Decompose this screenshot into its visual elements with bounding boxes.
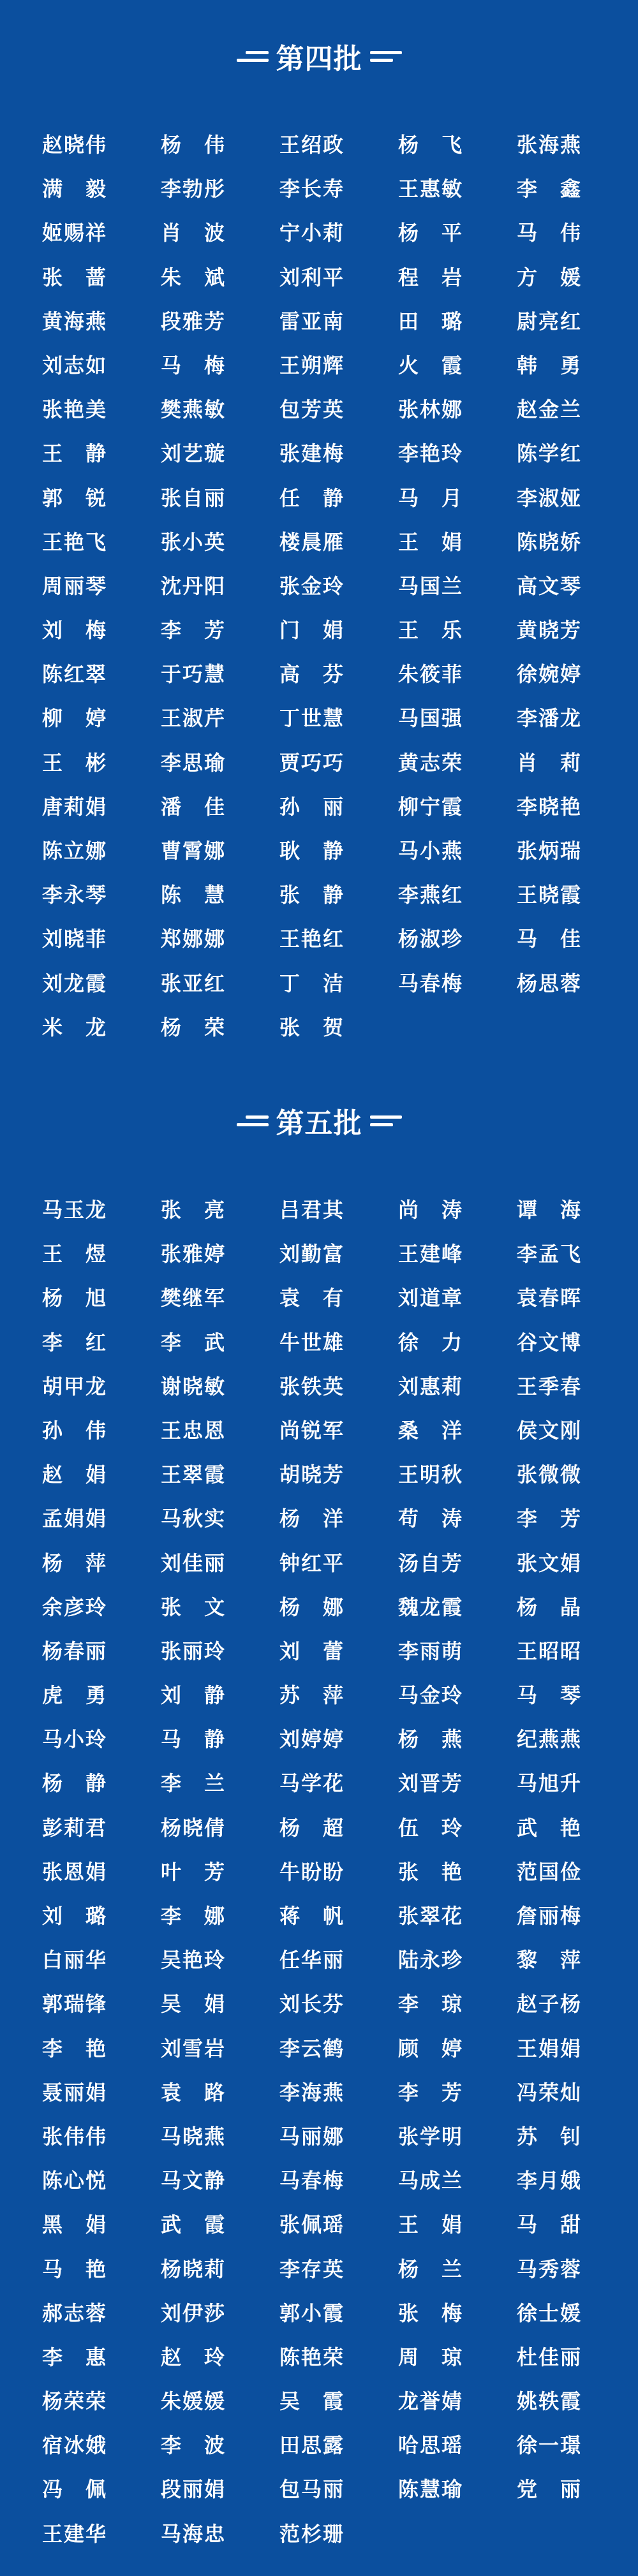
person-name: 陈学红 <box>517 441 582 466</box>
person-name: 张 静 <box>279 883 345 908</box>
person-name: 王翠霞 <box>161 1462 226 1487</box>
person-name: 虎 勇 <box>42 1683 108 1708</box>
person-name: 丁世慧 <box>279 706 345 731</box>
section-title: 第四批 <box>276 43 362 75</box>
person-name: 段丽娟 <box>161 2477 226 2502</box>
person-name: 苏 钊 <box>517 2124 582 2149</box>
person-name: 郝志蓉 <box>42 2300 108 2325</box>
person-name: 武 霞 <box>161 2212 226 2237</box>
person-name: 武 艳 <box>517 1815 582 1840</box>
person-name: 段雅芳 <box>161 309 226 334</box>
person-name: 牛世雄 <box>279 1330 345 1355</box>
person-name: 方 媛 <box>517 265 582 290</box>
person-name: 吕君其 <box>279 1198 345 1222</box>
person-name: 王 娟 <box>398 2212 464 2237</box>
person-name: 王季春 <box>517 1374 582 1399</box>
person-name: 马成兰 <box>398 2168 464 2193</box>
person-name: 张文娟 <box>517 1550 582 1575</box>
person-name: 满 毅 <box>42 177 108 202</box>
person-name: 马小燕 <box>398 839 464 863</box>
person-name: 米 龙 <box>42 1015 108 1040</box>
person-name: 赵子杨 <box>517 1992 582 2017</box>
name-grid-batch-4 <box>42 123 616 1050</box>
person-name: 马玉龙 <box>42 1198 108 1222</box>
person-name: 田 璐 <box>398 309 464 334</box>
person-name: 马 伟 <box>517 221 582 246</box>
person-name: 王 彬 <box>42 750 108 775</box>
person-name: 沈丹阳 <box>161 573 226 598</box>
person-name: 纪燕燕 <box>517 1727 582 1752</box>
person-name: 张自丽 <box>161 485 226 510</box>
name-grid-batch-5 <box>42 1188 616 2556</box>
person-name: 李勃彤 <box>161 177 226 202</box>
person-name: 刘道章 <box>398 1286 464 1311</box>
person-name: 杨 荣 <box>161 1015 226 1040</box>
person-name: 朱媛媛 <box>161 2389 226 2414</box>
person-name: 樊燕敏 <box>161 397 226 422</box>
person-name: 叶 芳 <box>161 1859 226 1884</box>
person-name: 刘惠莉 <box>398 1374 464 1399</box>
person-name: 宿冰娥 <box>42 2433 108 2458</box>
person-name: 徐婉婷 <box>517 662 582 687</box>
person-name: 李 武 <box>161 1330 226 1355</box>
person-name: 谢晓敏 <box>161 1374 226 1399</box>
person-name: 杨 伟 <box>161 133 226 157</box>
person-name: 胡甲龙 <box>42 1374 108 1399</box>
person-name: 顾 婷 <box>398 2036 464 2061</box>
person-name: 李云鹤 <box>279 2036 345 2061</box>
person-name: 李 芳 <box>398 2080 464 2105</box>
person-name: 杨 超 <box>279 1815 345 1840</box>
person-name: 张铁英 <box>279 1374 345 1399</box>
person-name: 杨 飞 <box>398 133 464 157</box>
person-name: 唐莉娟 <box>42 794 108 819</box>
person-name: 张海燕 <box>517 133 582 157</box>
person-name: 黑 娟 <box>42 2212 108 2237</box>
person-name: 马春梅 <box>398 971 464 996</box>
person-name: 胡晓芳 <box>279 1462 345 1487</box>
person-name: 刘长芬 <box>279 1992 345 2017</box>
person-name: 陈晓娇 <box>517 529 582 554</box>
person-name: 赵 玲 <box>161 2344 226 2369</box>
person-name: 尚锐军 <box>279 1418 345 1443</box>
person-name: 苟 涛 <box>398 1506 464 1531</box>
person-name: 杨晓倩 <box>161 1815 226 1840</box>
person-name: 张伟伟 <box>42 2124 108 2149</box>
person-name: 徐 力 <box>398 1330 464 1355</box>
person-name: 高 芬 <box>279 662 345 687</box>
person-name: 马秋实 <box>161 1506 226 1531</box>
person-name: 苏 萍 <box>279 1683 345 1708</box>
person-name: 曹霄娜 <box>161 839 226 863</box>
person-name: 孙 伟 <box>42 1418 108 1443</box>
person-name: 刘 静 <box>161 1683 226 1708</box>
person-name: 马国兰 <box>398 573 464 598</box>
person-name: 李 芳 <box>517 1506 582 1531</box>
person-name: 肖 莉 <box>517 750 582 775</box>
person-name: 任华丽 <box>279 1948 345 1973</box>
person-name: 马 静 <box>161 1727 226 1752</box>
person-name: 陈心悦 <box>42 2168 108 2193</box>
person-name: 李海燕 <box>279 2080 345 2105</box>
person-name: 刘佳丽 <box>161 1550 226 1575</box>
person-name: 王忠恩 <box>161 1418 226 1443</box>
person-name: 李 兰 <box>161 1771 226 1796</box>
person-name: 李 波 <box>161 2433 226 2458</box>
left-decoration-lines <box>237 1112 269 1130</box>
person-name: 包马丽 <box>279 2477 345 2502</box>
person-name: 李孟飞 <box>517 1242 582 1267</box>
person-name: 韩 勇 <box>517 353 582 378</box>
person-name: 姬赐祥 <box>42 221 108 246</box>
person-name: 王娟娟 <box>517 2036 582 2061</box>
person-name: 高文琴 <box>517 573 582 598</box>
person-name: 詹丽梅 <box>517 1904 582 1928</box>
person-name: 杜佳丽 <box>517 2344 582 2369</box>
person-name: 张 亮 <box>161 1198 226 1222</box>
person-name: 郭小霞 <box>279 2300 345 2325</box>
section-header-batch-5 <box>0 1101 638 1140</box>
person-name: 张 梅 <box>398 2300 464 2325</box>
person-name: 柳宁霞 <box>398 794 464 819</box>
person-name: 陈 慧 <box>161 883 226 908</box>
person-name: 马文静 <box>161 2168 226 2193</box>
person-name: 马学花 <box>279 1771 345 1796</box>
person-name: 杨 静 <box>42 1771 108 1796</box>
person-name: 蒋 帆 <box>279 1904 345 1928</box>
person-name: 尚 涛 <box>398 1198 464 1222</box>
person-name: 张艳美 <box>42 397 108 422</box>
person-name: 火 霞 <box>398 353 464 378</box>
person-name: 党 丽 <box>517 2477 582 2502</box>
person-name: 李淑娅 <box>517 485 582 510</box>
person-name: 牛盼盼 <box>279 1859 345 1884</box>
person-name: 李 芳 <box>161 618 226 643</box>
person-name: 伍 玲 <box>398 1815 464 1840</box>
person-name: 杨 娜 <box>279 1594 345 1619</box>
person-name: 孟娟娟 <box>42 1506 108 1531</box>
person-name: 黄晓芳 <box>517 618 582 643</box>
person-name: 王惠敏 <box>398 177 464 202</box>
person-name: 王昭昭 <box>517 1638 582 1663</box>
right-decoration-lines <box>370 47 402 65</box>
person-name: 刘 蕾 <box>279 1638 345 1663</box>
person-name: 刘婷婷 <box>279 1727 345 1752</box>
person-name: 杨 晶 <box>517 1594 582 1619</box>
person-name: 杨淑珍 <box>398 927 464 952</box>
person-name: 黄志荣 <box>398 750 464 775</box>
person-name: 杨 燕 <box>398 1727 464 1752</box>
person-name: 王 乐 <box>398 618 464 643</box>
person-name: 门 娟 <box>279 618 345 643</box>
person-name: 李 惠 <box>42 2344 108 2369</box>
person-name: 田思露 <box>279 2433 345 2458</box>
person-name: 李长寿 <box>279 177 345 202</box>
person-name: 吴 娟 <box>161 1992 226 2017</box>
person-name: 孙 丽 <box>279 794 345 819</box>
person-name: 刘利平 <box>279 265 345 290</box>
person-name: 张雅婷 <box>161 1242 226 1267</box>
person-name: 刘 璐 <box>42 1904 108 1928</box>
person-name: 马旭升 <box>517 1771 582 1796</box>
person-name: 马 月 <box>398 485 464 510</box>
person-name: 范杉珊 <box>279 2521 345 2546</box>
person-name: 马 艳 <box>42 2256 108 2281</box>
person-name: 张小英 <box>161 529 226 554</box>
person-name: 黎 萍 <box>517 1948 582 1973</box>
person-name: 杨晓莉 <box>161 2256 226 2281</box>
person-name: 肖 波 <box>161 221 226 246</box>
person-name: 周 琼 <box>398 2344 464 2369</box>
person-name: 李潘龙 <box>517 706 582 731</box>
person-name: 杨 洋 <box>279 1506 345 1531</box>
person-name: 潘 佳 <box>161 794 226 819</box>
person-name: 张亚红 <box>161 971 226 996</box>
person-name: 冯 佩 <box>42 2477 108 2502</box>
person-name: 马春梅 <box>279 2168 345 2193</box>
person-name: 徐士媛 <box>517 2300 582 2325</box>
person-name: 李 鑫 <box>517 177 582 202</box>
person-name: 吴艳玲 <box>161 1948 226 1973</box>
person-name: 侯文刚 <box>517 1418 582 1443</box>
person-name: 杨 平 <box>398 221 464 246</box>
person-name: 李燕红 <box>398 883 464 908</box>
person-name: 赵晓伟 <box>42 133 108 157</box>
person-name: 陈慧瑜 <box>398 2477 464 2502</box>
person-name: 白丽华 <box>42 1948 108 1973</box>
person-name: 王淑芹 <box>161 706 226 731</box>
left-decoration-lines <box>237 47 269 65</box>
person-name: 魏龙霞 <box>398 1594 464 1619</box>
person-name: 马 琴 <box>517 1683 582 1708</box>
person-name: 李艳玲 <box>398 441 464 466</box>
person-name: 郭瑞锋 <box>42 1992 108 2017</box>
person-name: 马金玲 <box>398 1683 464 1708</box>
person-name: 王 娟 <box>398 529 464 554</box>
person-name: 包芳英 <box>279 397 345 422</box>
person-name: 范国俭 <box>517 1859 582 1884</box>
person-name: 张翠花 <box>398 1904 464 1928</box>
person-name: 袁春晖 <box>517 1286 582 1311</box>
person-name: 徐一璟 <box>517 2433 582 2458</box>
person-name: 黄海燕 <box>42 309 108 334</box>
person-name: 李 艳 <box>42 2036 108 2061</box>
person-name: 谷文博 <box>517 1330 582 1355</box>
person-name: 耿 静 <box>279 839 345 863</box>
person-name: 张佩瑶 <box>279 2212 345 2237</box>
person-name: 王朔辉 <box>279 353 345 378</box>
person-name: 马晓燕 <box>161 2124 226 2149</box>
right-decoration-lines <box>370 1112 402 1130</box>
person-name: 张 蔷 <box>42 265 108 290</box>
person-name: 刘志如 <box>42 353 108 378</box>
person-name: 吴 霞 <box>279 2389 345 2414</box>
person-name: 王建华 <box>42 2521 108 2546</box>
person-name: 尉亮红 <box>517 309 582 334</box>
section-header-batch-4 <box>0 37 638 75</box>
person-name: 丁 洁 <box>279 971 345 996</box>
person-name: 刘艺璇 <box>161 441 226 466</box>
person-name: 赵 娟 <box>42 1462 108 1487</box>
person-name: 王 静 <box>42 441 108 466</box>
person-name: 姚轶霞 <box>517 2389 582 2414</box>
person-name: 王晓霞 <box>517 883 582 908</box>
person-name: 刘 梅 <box>42 618 108 643</box>
person-name: 杨 萍 <box>42 1550 108 1575</box>
person-name: 张林娜 <box>398 397 464 422</box>
person-name: 郭 锐 <box>42 485 108 510</box>
person-name: 李 红 <box>42 1330 108 1355</box>
person-name: 贾巧巧 <box>279 750 345 775</box>
person-name: 王绍政 <box>279 133 345 157</box>
person-name: 王艳飞 <box>42 529 108 554</box>
person-name: 马秀蓉 <box>517 2256 582 2281</box>
person-name: 于巧慧 <box>161 662 226 687</box>
person-name: 朱 斌 <box>161 265 226 290</box>
person-name: 李雨萌 <box>398 1638 464 1663</box>
person-name: 张金玲 <box>279 573 345 598</box>
person-name: 刘晓菲 <box>42 927 108 952</box>
person-name: 龙誉婧 <box>398 2389 464 2414</box>
person-name: 王明秋 <box>398 1462 464 1487</box>
person-name: 李晓艳 <box>517 794 582 819</box>
person-name: 杨 旭 <box>42 1286 108 1311</box>
person-name: 哈思瑶 <box>398 2433 464 2458</box>
person-name: 陈艳荣 <box>279 2344 345 2369</box>
person-name: 张 艳 <box>398 1859 464 1884</box>
person-name: 张 文 <box>161 1594 226 1619</box>
person-name: 王 煜 <box>42 1242 108 1267</box>
person-name: 赵金兰 <box>517 397 582 422</box>
person-name: 谭 海 <box>517 1198 582 1222</box>
person-name: 袁 路 <box>161 2080 226 2105</box>
person-name: 李月娥 <box>517 2168 582 2193</box>
person-name: 桑 洋 <box>398 1418 464 1443</box>
person-name: 张恩娟 <box>42 1859 108 1884</box>
person-name: 周丽琴 <box>42 573 108 598</box>
person-name: 马海忠 <box>161 2521 226 2546</box>
person-name: 柳 婷 <box>42 706 108 731</box>
person-name: 陈立娜 <box>42 839 108 863</box>
person-name: 马丽娜 <box>279 2124 345 2149</box>
person-name: 冯荣灿 <box>517 2080 582 2105</box>
person-name: 钟红平 <box>279 1550 345 1575</box>
person-name: 程 岩 <box>398 265 464 290</box>
person-name: 杨荣荣 <box>42 2389 108 2414</box>
person-name: 刘勤富 <box>279 1242 345 1267</box>
person-name: 楼晨雁 <box>279 529 345 554</box>
person-name: 余彦玲 <box>42 1594 108 1619</box>
person-name: 杨思蓉 <box>517 971 582 996</box>
person-name: 李存英 <box>279 2256 345 2281</box>
person-name: 李永琴 <box>42 883 108 908</box>
person-name: 雷亚南 <box>279 309 345 334</box>
person-name: 刘龙霞 <box>42 971 108 996</box>
person-name: 马 佳 <box>517 927 582 952</box>
person-name: 朱筱菲 <box>398 662 464 687</box>
person-name: 刘伊莎 <box>161 2300 226 2325</box>
person-name: 李 娜 <box>161 1904 226 1928</box>
person-name: 陆永珍 <box>398 1948 464 1973</box>
person-name: 宁小莉 <box>279 221 345 246</box>
person-name: 樊继军 <box>161 1286 226 1311</box>
person-name: 郑娜娜 <box>161 927 226 952</box>
person-name: 马国强 <box>398 706 464 731</box>
person-name: 马小玲 <box>42 1727 108 1752</box>
section-title: 第五批 <box>276 1107 362 1140</box>
person-name: 王建峰 <box>398 1242 464 1267</box>
person-name: 张炳瑞 <box>517 839 582 863</box>
person-name: 袁 有 <box>279 1286 345 1311</box>
person-name: 彭莉君 <box>42 1815 108 1840</box>
person-name: 杨 兰 <box>398 2256 464 2281</box>
person-name: 汤自芳 <box>398 1550 464 1575</box>
person-name: 陈红翠 <box>42 662 108 687</box>
person-name: 张 贺 <box>279 1015 345 1040</box>
person-name: 王艳红 <box>279 927 345 952</box>
person-name: 杨春丽 <box>42 1638 108 1663</box>
person-name: 刘雪岩 <box>161 2036 226 2061</box>
person-name: 李 琼 <box>398 1992 464 2017</box>
person-name: 张微微 <box>517 1462 582 1487</box>
person-name: 任 静 <box>279 485 345 510</box>
person-name: 张学明 <box>398 2124 464 2149</box>
person-name: 张建梅 <box>279 441 345 466</box>
person-name: 李思瑜 <box>161 750 226 775</box>
person-name: 刘晋芳 <box>398 1771 464 1796</box>
person-name: 马 梅 <box>161 353 226 378</box>
person-name: 张丽玲 <box>161 1638 226 1663</box>
person-name: 马 甜 <box>517 2212 582 2237</box>
person-name: 聂丽娟 <box>42 2080 108 2105</box>
